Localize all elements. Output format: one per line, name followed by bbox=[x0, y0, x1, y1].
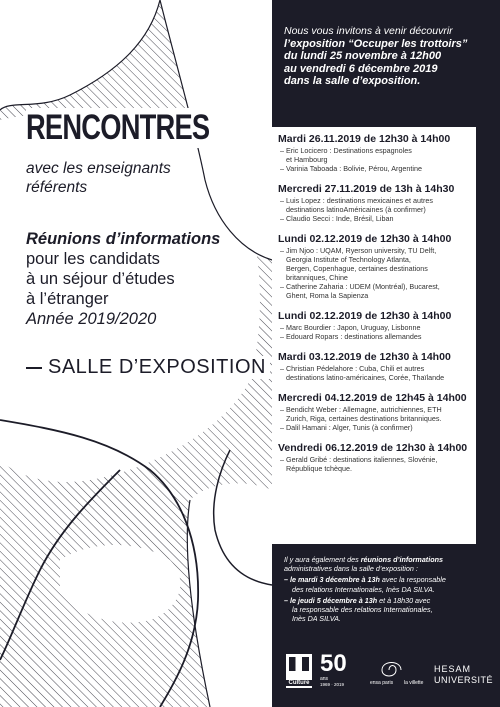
session-entry: – Bendicht Weber : Allemagne, autrichiennes, ETH bbox=[280, 405, 442, 414]
ensa-label: ensa paris bbox=[370, 680, 394, 686]
session-entry: Bergen, Copenhague, certaines destinations bbox=[286, 264, 428, 273]
footer-item bbox=[284, 575, 498, 584]
culture-label: Culture bbox=[286, 680, 312, 686]
footer-text: et à 18h30 avec bbox=[377, 595, 431, 605]
session-entry: – Marc Bourdier : Japon, Uruguay, Lisbonne bbox=[280, 323, 421, 332]
right-panel bbox=[272, 0, 500, 707]
session-entry: – Luis Lopez : destinations mexicaines et autres bbox=[280, 196, 434, 205]
session bbox=[278, 341, 470, 382]
session-entry: – Varinia Taboada : Bolivie, Pérou, Argentine bbox=[280, 164, 422, 173]
session-entry: – Catherine Zaharia : UDEM (Montréal), Bucarest, bbox=[280, 282, 440, 291]
session-entry: – Dalil Hamani : Alger, Tunis (à confirmer) bbox=[280, 423, 413, 432]
session bbox=[278, 382, 470, 432]
admin-meetings-note bbox=[284, 555, 498, 623]
session bbox=[278, 300, 470, 341]
session-heading: Lundi 02.12.2019 de 12h30 à 14h00 bbox=[278, 233, 452, 245]
footer-text: Il y aura également des bbox=[284, 555, 361, 564]
session bbox=[278, 223, 470, 300]
intro-line: Nous vous invitons à venir découvrir bbox=[284, 25, 453, 37]
subtitle-line: référents bbox=[26, 178, 90, 197]
session-entry: – Edouard Ropars : destinations allemandes bbox=[280, 332, 422, 341]
session-entry: – Claudio Secci : Inde, Brésil, Liban bbox=[280, 214, 394, 223]
footer-item bbox=[284, 596, 498, 605]
session-heading: Lundi 02.12.2019 de 12h30 à 14h00 bbox=[278, 310, 452, 322]
session-entry: et Hambourg bbox=[286, 155, 328, 164]
session-entry: Ghent, Roma la Sapienza bbox=[286, 291, 369, 300]
schedule-box bbox=[272, 127, 476, 544]
intro-line: au vendredi 6 décembre 2019 bbox=[284, 62, 438, 75]
fifty-number: 50 bbox=[320, 650, 347, 677]
session bbox=[278, 432, 470, 473]
session-heading: Mardi 26.11.2019 de 12h30 à 14h00 bbox=[278, 133, 451, 145]
info-lead: Réunions d’informations bbox=[26, 229, 223, 249]
session-heading: Mercredi 04.12.2019 de 12h45 à 14h00 bbox=[278, 392, 467, 404]
session-entry: destinations latino-américaines, Corée, Thaïlande bbox=[286, 373, 445, 382]
session-entry: – Jim Njoo : UQAM, Ryerson university, TU Delft, bbox=[280, 246, 437, 255]
session-heading: Mardi 03.12.2019 de 12h30 à 14h00 bbox=[278, 351, 451, 363]
session bbox=[278, 173, 470, 223]
hesam-label: HESAM bbox=[434, 664, 472, 674]
info-line: à un séjour d’études bbox=[26, 269, 178, 289]
session-entry: Zurich, Riga, certaines destinations britanniques. bbox=[286, 414, 442, 423]
intro-line: l’exposition “Occuper les trottoirs” bbox=[284, 37, 468, 50]
info-block bbox=[26, 229, 223, 329]
footer-intro bbox=[284, 555, 498, 564]
session-entry: destinations latinoAméricaines (à confirmer) bbox=[286, 205, 426, 214]
footer-bold-text: – le jeudi 5 décembre à 13h bbox=[284, 595, 378, 605]
subtitle-line: avec les enseignants bbox=[26, 159, 174, 178]
logo-strip bbox=[272, 650, 500, 695]
intro-line: dans la salle d’exposition. bbox=[284, 75, 421, 87]
lavillette-label: la villette bbox=[404, 680, 424, 686]
session-entry: – Christian Pédelahore : Cuba, Chili et autres bbox=[280, 364, 425, 373]
culture-ministry-logo bbox=[286, 654, 312, 688]
location-label: SALLE D’EXPOSITION bbox=[48, 356, 266, 378]
fifty-years: 1969 · 2019 bbox=[320, 682, 345, 687]
swirl-icon bbox=[374, 658, 404, 682]
info-year: Année 2019/2020 bbox=[26, 309, 159, 329]
footer-bold-text: réunions d’informations bbox=[360, 555, 443, 564]
ensa-logo bbox=[370, 658, 442, 688]
info-line: à l’étranger bbox=[26, 289, 112, 309]
session-entry: République tchèque. bbox=[286, 464, 352, 473]
hesam-logo bbox=[434, 664, 496, 686]
session-entry: Georgia Institute of Technology Atlanta, bbox=[286, 255, 411, 264]
footer-text: avec la responsable bbox=[379, 575, 446, 585]
footer-line: Inès DA SILVA. bbox=[292, 614, 341, 624]
session bbox=[278, 127, 470, 173]
session-heading: Vendredi 06.12.2019 de 12h30 à 14h00 bbox=[278, 442, 468, 454]
footer-bold-text: – le mardi 3 décembre à 13h bbox=[284, 575, 380, 585]
fifty-years-logo bbox=[320, 652, 356, 690]
intro-line: du lundi 25 novembre à 12h00 bbox=[284, 50, 442, 62]
poster-subtitle bbox=[26, 159, 174, 197]
location-heading bbox=[26, 356, 270, 379]
session-entry: – Eric Locicero : Destinations espagnoles bbox=[280, 146, 412, 155]
dash-mark bbox=[26, 367, 42, 369]
footer-line: des relations Internationales, Inès DA SILVA. bbox=[292, 584, 435, 594]
footer-line: la responsable des relations Internationales, bbox=[292, 605, 433, 615]
flag-icon bbox=[289, 657, 309, 671]
exhibition-intro bbox=[284, 25, 494, 88]
fifty-sub: ans bbox=[320, 676, 329, 682]
session-entry: britanniques, Chine bbox=[286, 273, 348, 282]
footer-line: administratives dans la salle d’exposition : bbox=[284, 564, 418, 574]
info-line: pour les candidats bbox=[26, 249, 163, 269]
poster-title: RENCONTRES bbox=[26, 108, 212, 148]
session-entry: – Gerald Gribé : destinations italiennes, Slovénie, bbox=[280, 455, 438, 464]
universite-label: UNIVERSITÉ bbox=[434, 675, 494, 685]
session-heading: Mercredi 27.11.2019 de 13h à 14h30 bbox=[278, 183, 455, 195]
